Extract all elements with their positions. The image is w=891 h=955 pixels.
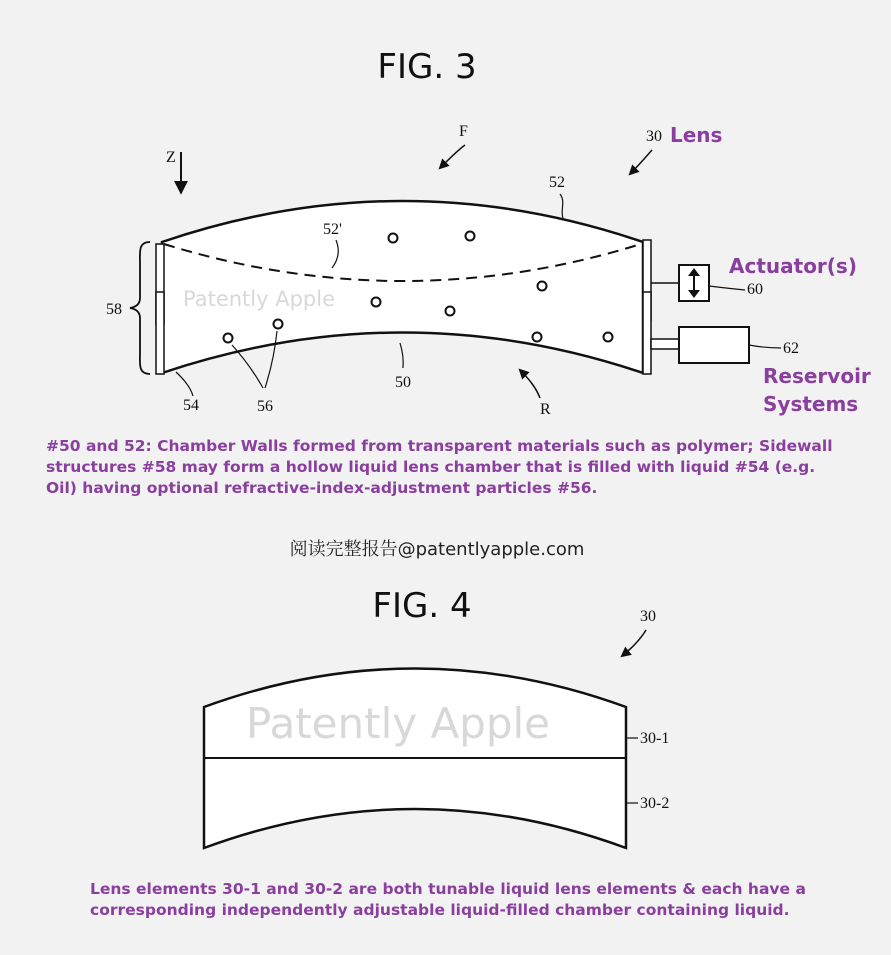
label-30-2: 30-2: [640, 795, 670, 812]
reservoir-box: [679, 327, 749, 363]
particle-56: [224, 334, 233, 343]
lens-callout: Lens: [670, 123, 723, 147]
particle-56: [372, 298, 381, 307]
leader-62: [749, 345, 781, 348]
label-52: 52: [549, 174, 565, 191]
reservoir-callout-line1: Reservoir: [763, 364, 871, 388]
report-link[interactable]: 阅读完整报告@patentlyapple.com: [289, 539, 585, 560]
reservoir-callout-line2: Systems: [763, 392, 859, 416]
label-62: 62: [783, 340, 799, 357]
particle-56: [533, 333, 542, 342]
actuator-callout: Actuator(s): [729, 254, 857, 278]
particle-56: [538, 282, 547, 291]
label-52-prime: 52': [323, 221, 342, 238]
label-f: F: [459, 123, 468, 140]
particle-56: [274, 320, 283, 329]
watermark-fig4: Patently Apple: [246, 699, 551, 748]
label-50: 50: [395, 374, 411, 391]
right-sidewall-lower: [643, 292, 651, 374]
fig4-caption: Lens elements 30-1 and 30-2 are both tunable liquid lens elements & each have a corresponding independently adjustable liquid-filled chamber containing liquid.: [90, 880, 806, 919]
particle-56: [446, 307, 455, 316]
label-58: 58: [106, 301, 122, 318]
f-arrow: [440, 145, 465, 168]
reservoir-pipe: [651, 339, 679, 349]
label-30-fig4: 30: [640, 608, 656, 625]
fig3-caption: #50 and 52: Chamber Walls formed from transparent materials such as polymer; Sidewall structures #58 may form a hollow liquid lens chamber that is filled with liquid #54 (e.g. Oil) having optional refractive-index-adjustment particles #56.: [46, 437, 833, 497]
fig4-title: FIG. 4: [372, 586, 472, 626]
r-arrow: [520, 370, 540, 398]
lens-arrow: [630, 150, 652, 174]
label-30-fig3: 30: [646, 128, 662, 145]
fig3-title: FIG. 3: [377, 47, 477, 87]
particle-56: [389, 234, 398, 243]
leader-54: [176, 372, 193, 396]
particle-56: [604, 333, 613, 342]
bracket-58: [130, 242, 150, 374]
watermark-fig3: Patently Apple: [183, 287, 336, 311]
label-60: 60: [747, 281, 763, 298]
lens-arrow-fig4: [622, 630, 646, 656]
label-56: 56: [257, 398, 273, 415]
leader-50: [400, 343, 403, 368]
leader-60: [709, 286, 745, 290]
left-sidewall-lower: [156, 292, 164, 374]
label-r: R: [540, 401, 551, 418]
label-54: 54: [183, 397, 199, 414]
leader-52: [560, 194, 563, 218]
particle-56: [466, 232, 475, 241]
label-z: Z: [166, 149, 176, 166]
label-30-1: 30-1: [640, 730, 670, 747]
